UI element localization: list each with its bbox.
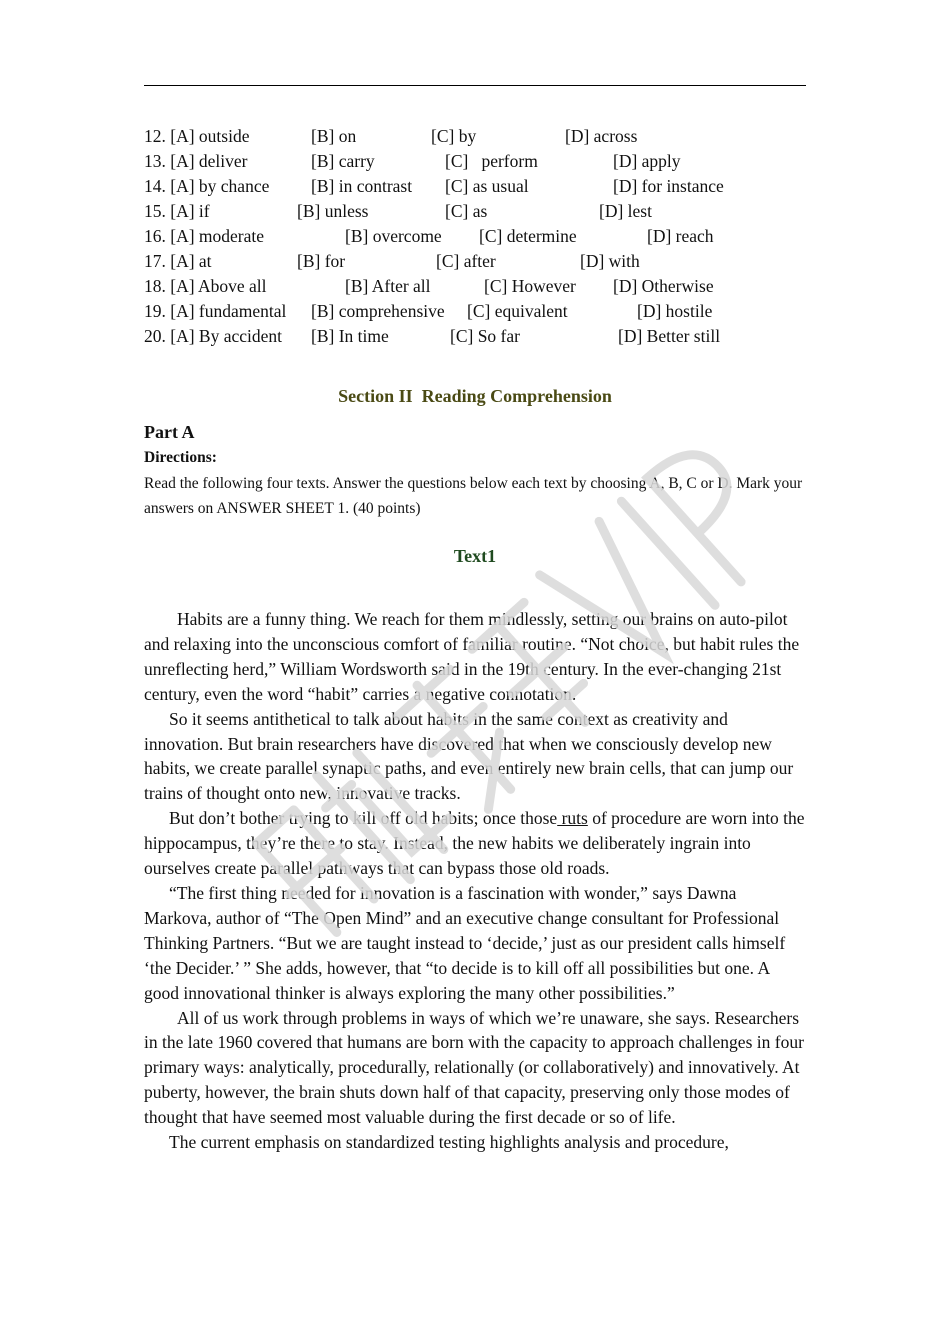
text-title: Text1 xyxy=(453,546,497,566)
option: [B] In time xyxy=(311,326,389,346)
option: 16. [A] moderate xyxy=(144,226,265,246)
option: [C] as usual xyxy=(445,176,529,196)
option: [B] for xyxy=(297,251,346,271)
option: 12. [A] outside xyxy=(144,126,250,146)
option: [B] on xyxy=(311,126,357,146)
option: 17. [A] at xyxy=(144,251,212,271)
option: 13. [A] deliver xyxy=(144,151,248,171)
option: 14. [A] by chance xyxy=(144,176,270,196)
paragraph xyxy=(144,806,808,881)
option: [C] However xyxy=(484,276,576,296)
option: [C] equivalent xyxy=(467,301,568,321)
paragraph: The current emphasis on standardized testing highlights analysis and procedure, xyxy=(169,1132,729,1153)
paragraph: All of us work through problems in ways of which we’re unaware, she says. Researchers in the late 1960 covered that humans are born with the capacity to approach challenges in four primary ways: analytically, procedurally, relationally (or collaboratively) and innovatively. At puberty, however, the brain shuts down half of that capacity, preserving only those modes of thought that have seemed most valuable during the first decade or so of life. xyxy=(144,1007,804,1128)
paragraph: Habits are a funny thing. We reach for them mindlessly, setting our brains on auto-pilot and relaxing into the unconscious comfort of familiar routine. “Not choice, but habit rules the unreflecting herd,” William Wordsworth said in the 19th century. In the ever-changing 21st century, even the word “habit” carries a negative connotation. xyxy=(144,609,800,704)
underlined-word: ruts xyxy=(557,808,588,829)
option: [D] Otherwise xyxy=(613,276,714,296)
option: [B] comprehensive xyxy=(311,301,445,321)
option: [D] lest xyxy=(599,201,652,221)
option: [B] After all xyxy=(345,276,431,296)
option: [B] overcome xyxy=(345,226,442,246)
option: [D] hostile xyxy=(637,301,713,321)
option: [D] across xyxy=(565,126,638,146)
passage xyxy=(144,607,808,1155)
directions-text: Read the following four texts. Answer the questions below each text by choosing A, B, C or D. Mark your answers on ANSWER SHEET 1. (40 points) xyxy=(144,475,803,517)
directions-label: Directions: xyxy=(144,449,217,466)
header-rule xyxy=(144,85,806,86)
option: [D] with xyxy=(580,251,640,271)
option: [D] apply xyxy=(613,151,681,171)
option: [B] unless xyxy=(297,201,369,221)
answer-options xyxy=(144,124,824,349)
option-row-12 xyxy=(144,124,824,149)
option-row-15 xyxy=(144,199,824,224)
paragraph: So it seems antithetical to talk about habits in the same context as creativity and innovation. But brain researchers have discovered that when we consciously develop new habits, we create parallel synaptic paths, and even entirely new brain cells, that can jump our trains of thought onto new, innovative tracks. xyxy=(144,708,794,804)
option: [C] by xyxy=(431,126,477,146)
option: [C] determine xyxy=(479,226,577,246)
option: [D] reach xyxy=(647,226,714,246)
option: [C] as xyxy=(445,201,488,221)
option: 20. [A] By accident xyxy=(144,326,283,346)
option-row-14 xyxy=(144,174,824,199)
option: [B] carry xyxy=(311,151,375,171)
paragraph-text: But don’t bother trying to kill off old habits; once those xyxy=(169,808,558,829)
option-row-13 xyxy=(144,149,824,174)
option: [D] Better still xyxy=(618,326,721,346)
paragraph: “The first thing needed for innovation is a fascination with wonder,” says Dawna Markova, author of “The Open Mind” and an executive change consultant for Professional Thinking Partners. “But we are taught instead to ‘decide,’ just as our president calls himself ‘the Decider.’ ” She adds, however, that “to decide is to kill off all possibilities but one. A good innovational thinker is always exploring the many other possibilities.” xyxy=(144,882,786,1003)
option: [C] perform xyxy=(445,151,538,171)
option: [D] for instance xyxy=(613,176,724,196)
option-row-19 xyxy=(144,299,824,324)
option-row-17 xyxy=(144,249,824,274)
section-title: Section II Reading Comprehension xyxy=(338,386,612,406)
option-row-20 xyxy=(144,324,824,349)
option-row-18 xyxy=(144,274,824,299)
option: [B] in contrast xyxy=(311,176,413,196)
part-title: Part A xyxy=(144,422,195,442)
option: 18. [A] Above all xyxy=(144,276,267,296)
option: 15. [A] if xyxy=(144,201,210,221)
option: [C] So far xyxy=(450,326,520,346)
option: 19. [A] fundamental xyxy=(144,301,287,321)
option-row-16 xyxy=(144,224,824,249)
option: [C] after xyxy=(436,251,496,271)
paragraph-text: of procedure are worn into the hippocampus, they’re there to stay. Instead, the new habits we deliberately ingrain into ourselves create parallel pathways that can bypass those old roads. xyxy=(144,808,805,879)
